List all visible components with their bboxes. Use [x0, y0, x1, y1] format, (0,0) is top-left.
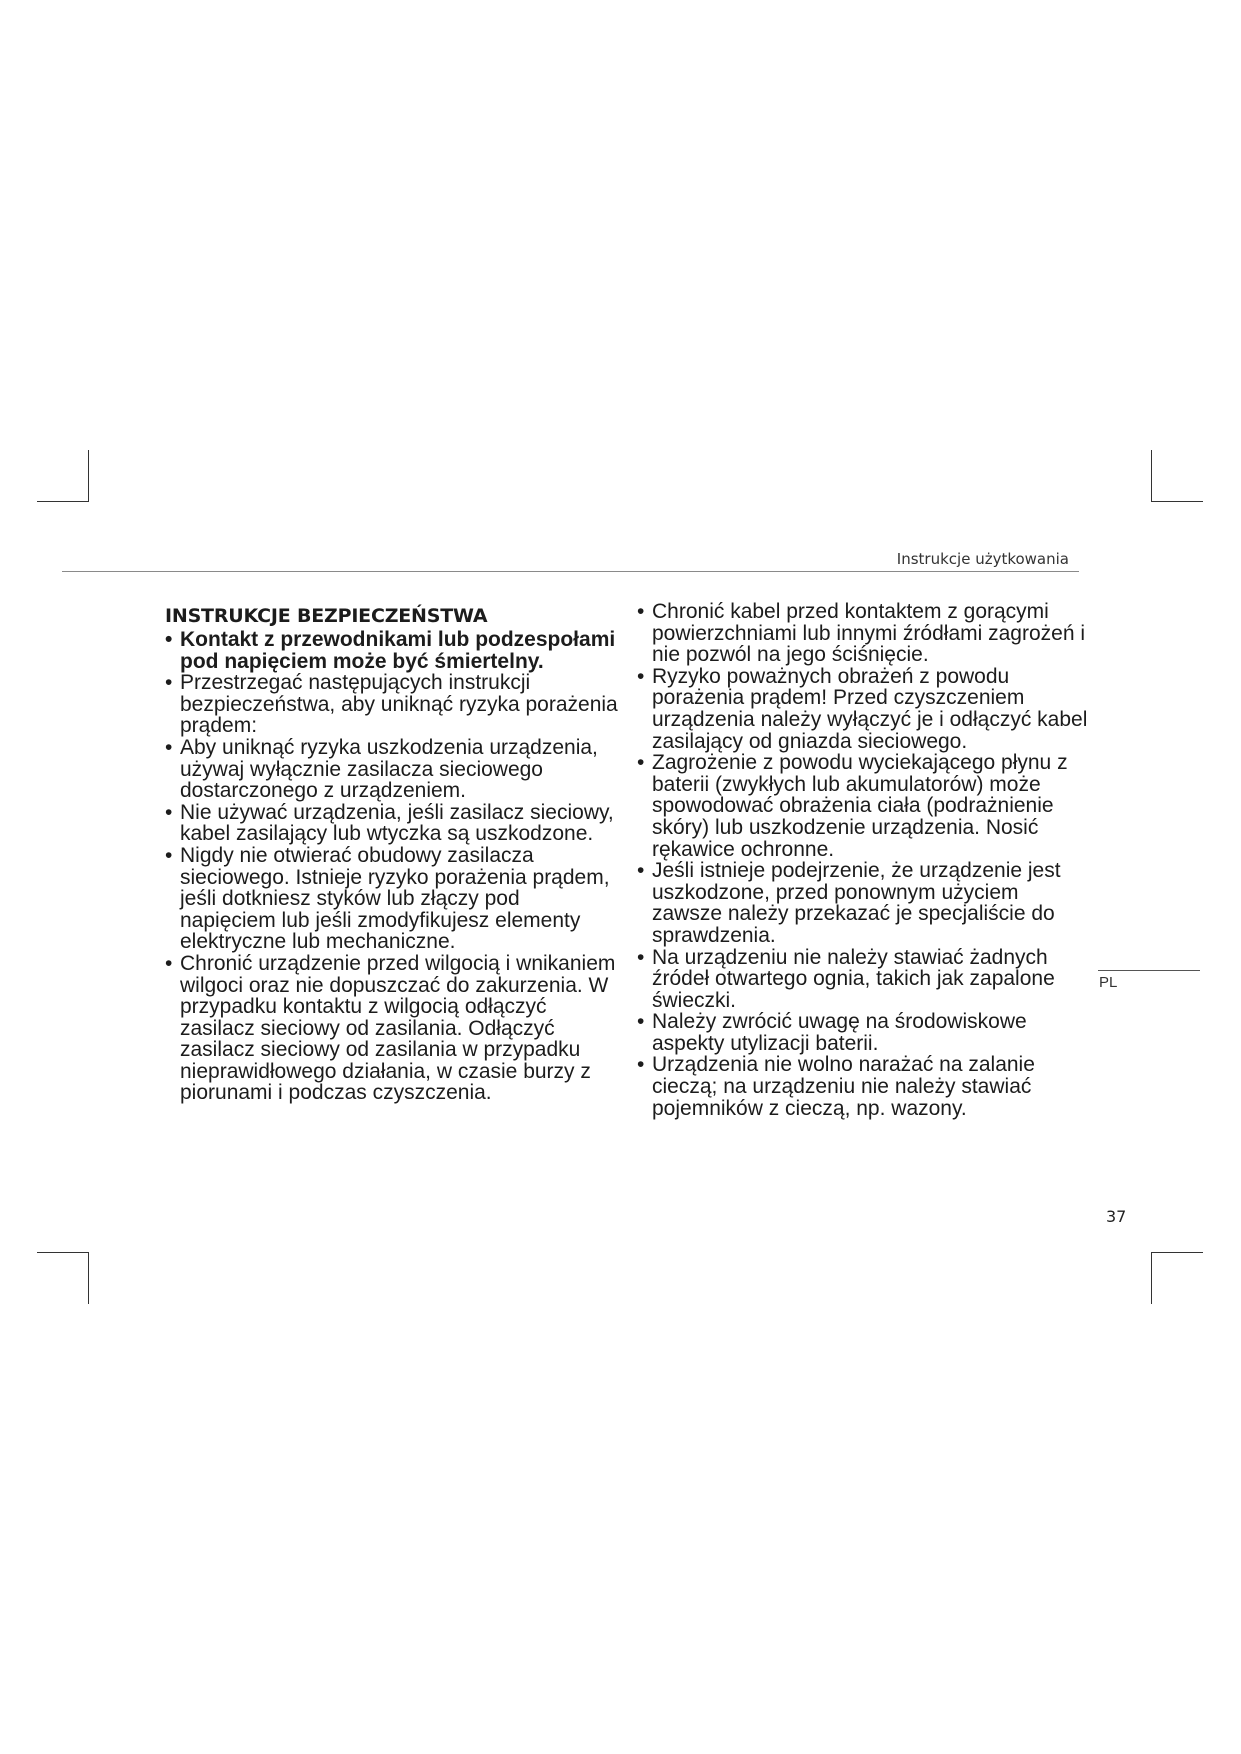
list-item: • Na urządzeniu nie należy stawiać żadnych źródeł otwartego ognia, takich jak zapalone świeczki.: [637, 947, 1092, 1012]
page-number: 37: [1106, 1207, 1127, 1226]
list-item: • Zagrożenie z powodu wyciekającego płynu z baterii (zwykłych lub akumulatorów) może spowodować obrażenia ciała (podrażnienie skóry) lub uszkodzenie urządzenia. Nosić rękawice ochronne.: [637, 752, 1092, 860]
right-column: [637, 601, 1092, 1119]
list-item: • Przestrzegać następujących instrukcji bezpieczeństwa, aby uniknąć ryzyka porażenia prądem:: [165, 672, 620, 737]
list-item: • Kontakt z przewodnikami lub podzespołami pod napięciem może być śmiertelny.: [165, 629, 620, 672]
list-item: • Urządzenia nie wolno narażać na zalanie cieczą; na urządzeniu nie należy stawiać pojemników z cieczą, np. wazony.: [637, 1054, 1092, 1119]
crop-mark-top-right-h: [1151, 501, 1203, 502]
crop-mark-bottom-left-h: [37, 1252, 89, 1253]
language-tab-rule: [1098, 970, 1200, 971]
language-label: PL: [1099, 974, 1118, 991]
list-item: • Nie używać urządzenia, jeśli zasilacz sieciowy, kabel zasilający lub wtyczka są uszkodzone.: [165, 802, 620, 845]
header-rule: [62, 571, 1079, 572]
list-item: • Ryzyko poważnych obrażeń z powodu porażenia prądem! Przed czyszczeniem urządzenia należy wyłączyć je i odłączyć kabel zasilający od gniazda sieciowego.: [637, 666, 1092, 752]
left-bullet-list: [165, 629, 620, 1104]
list-item: • Nigdy nie otwierać obudowy zasilacza sieciowego. Istnieje ryzyko porażenia prądem, jeśli dotkniesz styków lub złączy pod napięciem lub jeśli zmodyfikujesz elementy elektryczne lub mechaniczne.: [165, 845, 620, 953]
header-title: Instrukcje użytkowania: [896, 550, 1069, 568]
list-item: • Jeśli istnieje podejrzenie, że urządzenie jest uszkodzone, przed ponownym użyciem zawsze należy przekazać je specjaliście do sprawdzenia.: [637, 860, 1092, 946]
crop-mark-bottom-left-v: [88, 1252, 89, 1304]
crop-mark-bottom-right-h: [1151, 1252, 1203, 1253]
left-column: [165, 605, 620, 1104]
crop-mark-top-right-v: [1151, 450, 1152, 502]
list-item: • Aby uniknąć ryzyka uszkodzenia urządzenia, używaj wyłącznie zasilacza sieciowego dostarczonego z urządzeniem.: [165, 737, 620, 802]
list-item: • Chronić urządzenie przed wilgocią i wnikaniem wilgoci oraz nie dopuszczać do zakurzenia. W przypadku kontaktu z wilgocią odłączyć zasilacz sieciowy od zasilania. Odłączyć zasilacz sieciowy od zasilania w przypadku nieprawidłowego działania, w czasie burzy z piorunami i podczas czyszczenia.: [165, 953, 620, 1104]
crop-mark-top-left-v: [88, 450, 89, 502]
section-heading: INSTRUKCJE BEZPIECZEŃSTWA: [165, 605, 488, 627]
crop-mark-bottom-right-v: [1151, 1252, 1152, 1304]
list-item: • Chronić kabel przed kontaktem z gorącymi powierzchniami lub innymi źródłami zagrożeń i nie pozwól na jego ściśnięcie.: [637, 601, 1092, 666]
right-bullet-list: [637, 601, 1092, 1119]
list-item: • Należy zwrócić uwagę na środowiskowe aspekty utylizacji baterii.: [637, 1011, 1092, 1054]
crop-mark-top-left-h: [37, 501, 89, 502]
